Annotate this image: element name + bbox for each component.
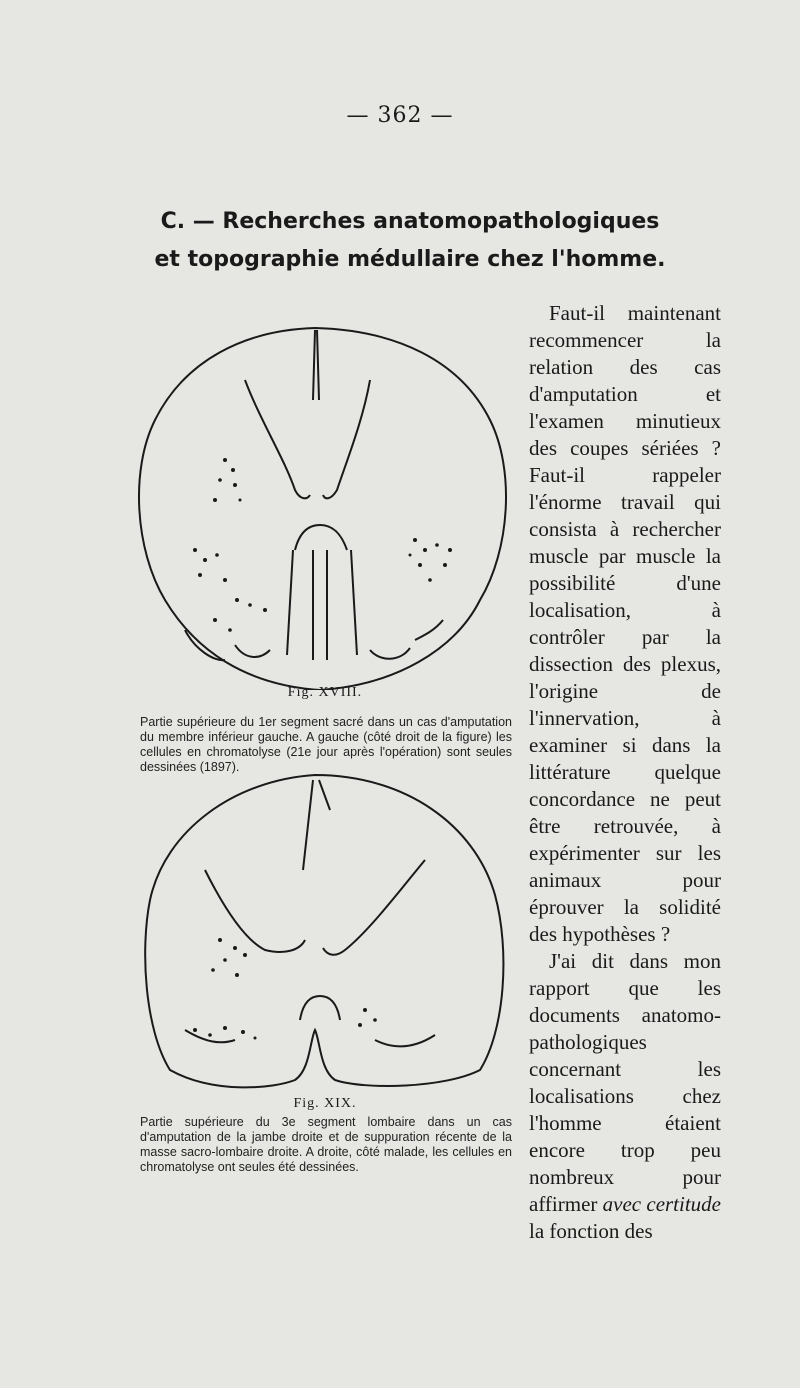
body-text-column — [529, 300, 721, 1245]
figure-xix — [125, 770, 525, 1110]
figure-xviii-caption — [140, 715, 512, 775]
figure-xix-caption-text: Partie supérieure du 3e segment lombaire dans un cas d'amputation de la jambe droite et de suppuration récente de la masse sacro-lombaire droite. A droite, côté malade, les cellules en chromatolyse ont seules été dessinées. — [140, 1115, 512, 1174]
paragraph-2-end: la fonction des — [529, 1219, 653, 1243]
paragraph-1: Faut-il maintenant recommencer la relation des cas d'amputation et l'examen minutieux des coupes sériées ? Faut-il rappeler l'énorme travail qui consista à rechercher muscle par muscle la possibilité d'une localisation, à contrôler par la dissection des plexus, l'origine de l'innervation, à examiner si dans la littérature quelque concordance ne peut être retrouvée, à expérimenter sur les animaux pour éprouver la solidité des hypothèses ? — [529, 301, 721, 946]
page-number: — 362 — — [346, 103, 454, 128]
section-title-line-2: et topographie médullaire chez l'homme. — [154, 247, 666, 272]
figure-xix-caption — [140, 1115, 512, 1175]
section-title — [120, 203, 700, 279]
figure-xviii — [125, 300, 525, 720]
paragraph-2 — [529, 948, 721, 1245]
paragraph-2-italic: avec certitude — [602, 1192, 722, 1216]
figure-xviii-label: Fig. XVIII. — [287, 685, 363, 700]
spinal-cord-section-drawing — [125, 300, 525, 690]
figure-xviii-caption-text: Partie supérieure du 1er segment sacré dans un cas d'amputation du membre inférieur gauche. A gauche (côté droit de la figure) les cellules en chromatolyse (21e jour après l'opération) sont seules dessinées (1897). — [140, 715, 512, 774]
section-title-line-1: C. — Recherches anatomopathologiques — [160, 209, 660, 234]
figure-xix-label: Fig. XIX. — [293, 1096, 357, 1111]
paragraph-2-start: J'ai dit dans mon rapport que les documents anatomo-pathologiques concernant les localisations chez l'homme étaient encore trop peu nombreux pour affirmer — [529, 949, 721, 1216]
spinal-cord-section-drawing — [125, 770, 525, 1090]
